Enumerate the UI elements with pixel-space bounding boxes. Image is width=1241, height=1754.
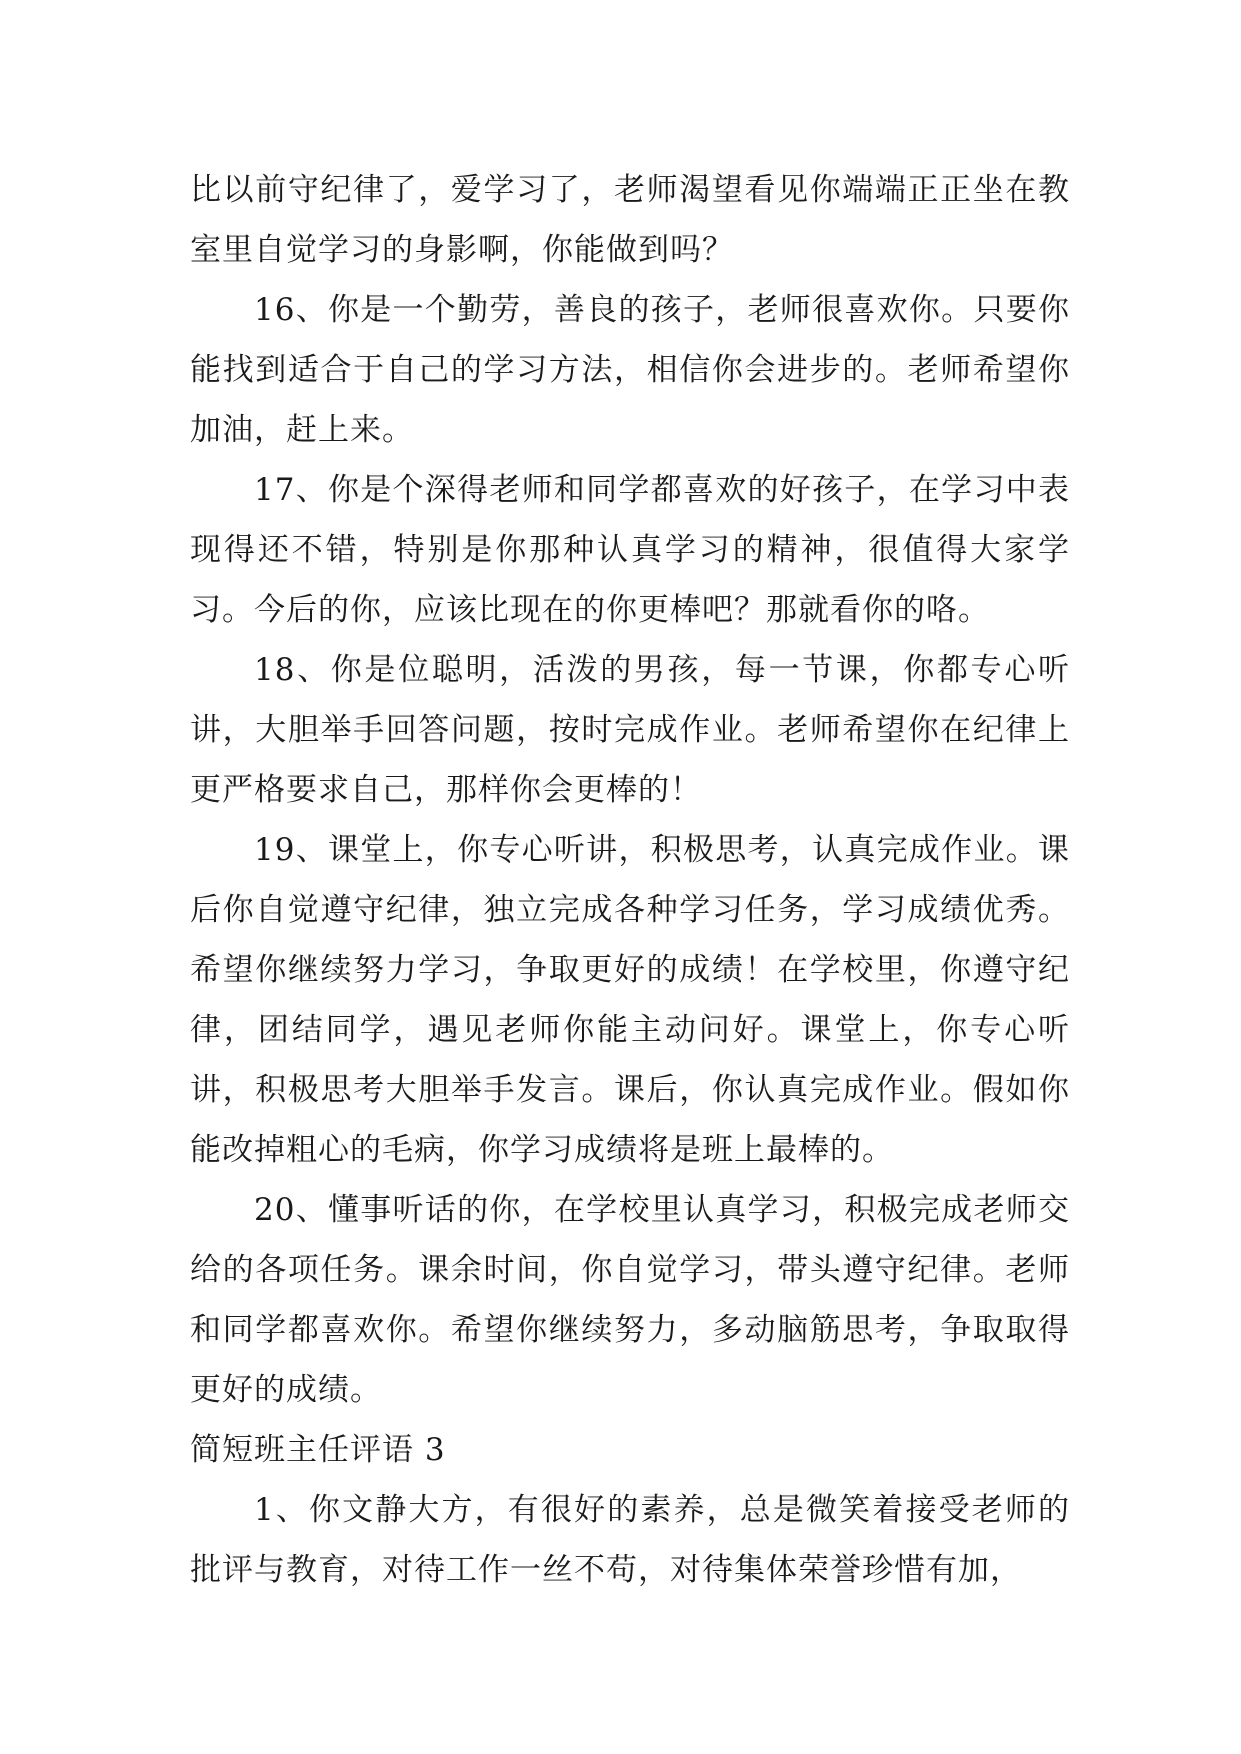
paragraph-item-19: 19、课堂上，你专心听讲，积极思考，认真完成作业。课后你自觉遵守纪律，独立完成各种学习任务，学习成绩优秀。希望你继续努力学习，争取更好的成绩！在学校里，你遵守纪律，团结同学，遇见老师你能主动问好。课堂上，你专心听讲，积极思考大胆举手发言。课后，你认真完成作业。假如你能改掉粗心的毛病，你学习成绩将是班上最棒的。	[190, 832, 1070, 1168]
paragraph-item-20: 20、懂事听话的你，在学校里认真学习，积极完成老师交给的各项任务。课余时间，你自觉学习，带头遵守纪律。老师和同学都喜欢你。希望你继续努力，多动脑筋思考，争取取得更好的成绩。	[190, 1192, 1070, 1408]
paragraph-item-17: 17、你是个深得老师和同学都喜欢的好孩子，在学习中表现得还不错，特别是你那种认真学习的精神，很值得大家学习。今后的你，应该比现在的你更棒吧？那就看你的咯。	[190, 472, 1070, 628]
document-page	[190, 160, 1070, 1600]
paragraph-item-18: 18、你是位聪明，活泼的男孩，每一节课，你都专心听讲，大胆举手回答问题，按时完成作业。老师希望你在纪律上更严格要求自己，那样你会更棒的！	[190, 652, 1070, 808]
paragraph-section-item-1: 1、你文静大方，有很好的素养，总是微笑着接受老师的批评与教育，对待工作一丝不苟，对待集体荣誉珍惜有加，	[190, 1492, 1070, 1588]
paragraph-item-16: 16、你是一个勤劳，善良的孩子，老师很喜欢你。只要你能找到适合于自己的学习方法，相信你会进步的。老师希望你加油，赶上来。	[190, 292, 1070, 448]
section-heading: 简短班主任评语 3	[190, 1432, 446, 1468]
paragraph-continued: 比以前守纪律了，爱学习了，老师渴望看见你端端正正坐在教室里自觉学习的身影啊，你能做到吗？	[190, 172, 1070, 268]
